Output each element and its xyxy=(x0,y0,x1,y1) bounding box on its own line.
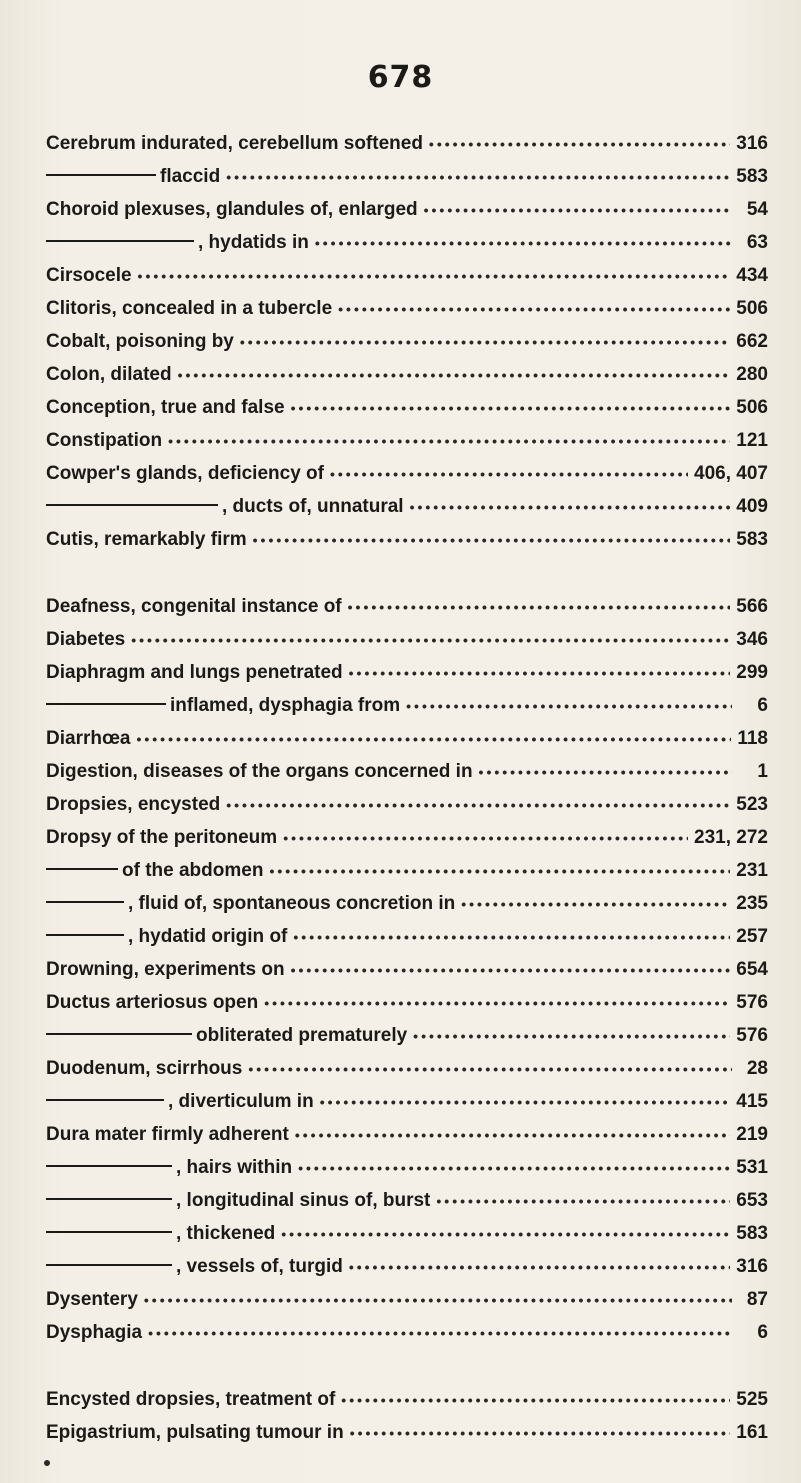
entry-heading xyxy=(46,364,172,386)
entry-heading xyxy=(46,199,418,221)
dot-leader xyxy=(349,665,731,681)
entry-heading xyxy=(46,1322,142,1344)
index-entry xyxy=(46,596,768,629)
index-entry xyxy=(46,1256,768,1289)
index-entry xyxy=(46,298,768,331)
index-entry xyxy=(46,1289,768,1322)
dot-leader xyxy=(291,962,731,978)
entry-text: Dysphagia xyxy=(46,1322,143,1343)
page-reference: 316 xyxy=(736,1256,768,1277)
index-entry xyxy=(46,629,768,662)
entry-heading xyxy=(46,959,285,981)
entry-text: Conception, true and false xyxy=(46,397,285,418)
entry-text: Drowning, experiments on xyxy=(46,959,285,980)
entry-heading xyxy=(46,1422,344,1444)
page-reference: 161 xyxy=(736,1422,768,1443)
entry-text: , vessels of, turgid xyxy=(176,1256,343,1277)
dot-leader xyxy=(148,1325,732,1341)
entry-heading xyxy=(46,728,130,750)
page-reference: 257 xyxy=(736,926,768,947)
page-reference: 506 xyxy=(736,298,768,319)
dot-leader xyxy=(413,1028,730,1044)
entry-text: , thickened xyxy=(176,1223,276,1244)
dot-leader xyxy=(341,1392,730,1408)
entry-heading xyxy=(46,1289,138,1311)
index-entry xyxy=(46,1025,768,1058)
index-entry xyxy=(46,761,768,794)
ditto-rule xyxy=(46,901,124,903)
index-entry xyxy=(46,496,768,529)
page-reference: 235 xyxy=(736,893,768,914)
entry-text: Dropsy of the peritoneum xyxy=(46,827,278,848)
dot-leader xyxy=(253,532,731,548)
index-entry xyxy=(46,695,768,728)
index-entry xyxy=(46,430,768,463)
dot-leader xyxy=(131,632,730,648)
entry-text: Choroid plexuses, glandules of, enlarged xyxy=(46,199,418,220)
subentry-heading xyxy=(46,166,220,188)
entry-heading xyxy=(46,761,473,783)
dot-leader xyxy=(240,334,730,350)
dot-leader xyxy=(291,400,731,416)
page-reference: 531 xyxy=(736,1157,768,1178)
index-entry xyxy=(46,199,768,232)
entry-text: , fluid of, spontaneous concretion in xyxy=(128,893,456,914)
dot-leader xyxy=(461,896,730,912)
entry-text: flaccid xyxy=(160,166,221,187)
page-reference: 87 xyxy=(746,1289,768,1310)
dot-leader xyxy=(429,136,730,152)
entry-text: Ductus arteriosus open xyxy=(46,992,259,1013)
entry-text: Constipation xyxy=(46,430,163,451)
entry-text: obliterated prematurely xyxy=(196,1025,408,1046)
entry-text: Cerebrum indurated, cerebellum softened xyxy=(46,133,423,154)
entry-heading xyxy=(46,794,220,816)
entry-heading xyxy=(46,463,324,485)
index-entry xyxy=(46,1389,768,1422)
index-entry xyxy=(46,827,768,860)
entry-heading xyxy=(46,827,277,849)
entry-heading xyxy=(46,662,343,684)
index-entry xyxy=(46,992,768,1025)
ditto-rule xyxy=(46,1165,172,1167)
page-reference: 6 xyxy=(757,695,768,716)
dot-leader xyxy=(350,1425,731,1441)
page-reference: 434 xyxy=(736,265,768,286)
dot-leader xyxy=(479,764,732,780)
page-reference: 566 xyxy=(736,596,768,617)
entry-heading xyxy=(46,265,132,287)
dot-leader xyxy=(178,367,731,383)
entry-text: , longitudinal sinus of, burst xyxy=(176,1190,431,1211)
entry-text: Diabetes xyxy=(46,629,126,650)
dot-leader xyxy=(136,731,731,747)
dot-leader xyxy=(264,995,730,1011)
page-reference: 406, 407 xyxy=(694,463,768,484)
page-reference: 576 xyxy=(736,992,768,1013)
subentry-heading xyxy=(46,926,287,948)
page-reference: 523 xyxy=(736,794,768,815)
index-entry xyxy=(46,926,768,959)
entry-text: , diverticulum in xyxy=(168,1091,314,1112)
page-reference: 54 xyxy=(746,199,768,220)
entry-text: inflamed, dysphagia from xyxy=(170,695,401,716)
ditto-rule xyxy=(46,1264,172,1266)
page-reference: 583 xyxy=(736,1223,768,1244)
ditto-rule xyxy=(46,1231,172,1233)
dot-leader xyxy=(315,235,732,251)
page-reference: 6 xyxy=(757,1322,768,1343)
page-reference: 280 xyxy=(736,364,768,385)
page-reference: 299 xyxy=(736,662,768,683)
dot-leader xyxy=(293,929,730,945)
subentry-heading xyxy=(46,893,455,915)
subentry-heading xyxy=(46,496,404,518)
ditto-rule xyxy=(46,240,194,242)
index-entry xyxy=(46,331,768,364)
index-entry xyxy=(46,133,768,166)
page-reference: 1 xyxy=(757,761,768,782)
page-reference: 653 xyxy=(736,1190,768,1211)
index-entry xyxy=(46,893,768,926)
entry-text: Diarrhœa xyxy=(46,728,131,749)
page-number: 678 xyxy=(367,60,434,95)
page-reference: 506 xyxy=(736,397,768,418)
entry-heading xyxy=(46,1389,335,1411)
index-entry xyxy=(46,397,768,430)
dot-leader xyxy=(424,202,732,218)
entry-text: Dysentery xyxy=(46,1289,138,1310)
index-list xyxy=(46,133,768,1455)
entry-text: Dura mater firmly adherent xyxy=(46,1124,289,1145)
dot-leader xyxy=(436,1193,730,1209)
dot-leader xyxy=(226,169,730,185)
entry-text: , ducts of, unnatural xyxy=(222,496,404,517)
page-reference: 316 xyxy=(736,133,768,154)
dot-leader xyxy=(410,499,731,515)
page-reference: 525 xyxy=(736,1389,768,1410)
index-entry xyxy=(46,463,768,496)
dot-leader xyxy=(320,1094,731,1110)
dot-leader xyxy=(295,1127,730,1143)
entry-heading xyxy=(46,298,332,320)
subentry-heading xyxy=(46,1157,292,1179)
index-entry xyxy=(46,860,768,893)
entry-heading xyxy=(46,1058,242,1080)
ditto-rule xyxy=(46,703,166,705)
index-entry xyxy=(46,1124,768,1157)
page-reference: 583 xyxy=(736,529,768,550)
ditto-rule xyxy=(46,174,156,176)
page-reference: 346 xyxy=(736,629,768,650)
entry-text: , hydatid origin of xyxy=(128,926,288,947)
page-reference: 121 xyxy=(736,430,768,451)
page-reference: 231, 272 xyxy=(694,827,768,848)
page-reference: 583 xyxy=(736,166,768,187)
entry-text: Epigastrium, pulsating tumour in xyxy=(46,1422,344,1443)
subentry-heading xyxy=(46,1223,275,1245)
dot-leader xyxy=(348,599,731,615)
section-gap xyxy=(46,562,768,596)
entry-heading xyxy=(46,331,234,353)
index-entry xyxy=(46,364,768,397)
entry-text: , hairs within xyxy=(176,1157,293,1178)
page-reference: 219 xyxy=(736,1124,768,1145)
index-entry xyxy=(46,794,768,827)
index-entry xyxy=(46,1322,768,1355)
index-entry xyxy=(46,232,768,265)
subentry-heading xyxy=(46,695,400,717)
subentry-heading xyxy=(46,1190,430,1212)
entry-heading xyxy=(46,629,125,651)
entry-text: , hydatids in xyxy=(198,232,309,253)
page-reference: 118 xyxy=(737,728,768,749)
dot-leader xyxy=(349,1259,730,1275)
subentry-heading xyxy=(46,1091,314,1113)
dot-leader xyxy=(138,268,731,284)
ditto-rule xyxy=(46,1099,164,1101)
entry-heading xyxy=(46,992,258,1014)
page-reference: 231 xyxy=(736,860,768,881)
entry-heading xyxy=(46,133,423,155)
dot-leader xyxy=(168,433,730,449)
subentry-heading xyxy=(46,232,309,254)
index-entry xyxy=(46,1190,768,1223)
entry-heading xyxy=(46,529,247,551)
ditto-rule xyxy=(46,934,124,936)
entry-text: of the abdomen xyxy=(122,860,264,881)
ditto-rule xyxy=(46,868,118,870)
index-entry xyxy=(46,728,768,761)
entry-text: Colon, dilated xyxy=(46,364,172,385)
ditto-rule xyxy=(46,1198,172,1200)
entry-text: Cowper's glands, deficiency of xyxy=(46,463,324,484)
index-entry xyxy=(46,265,768,298)
index-entry xyxy=(46,1091,768,1124)
entry-heading xyxy=(46,430,162,452)
entry-text: Cobalt, poisoning by xyxy=(46,331,234,352)
dot-leader xyxy=(248,1061,732,1077)
entry-heading xyxy=(46,1124,289,1146)
index-entry xyxy=(46,1223,768,1256)
entry-text: Deafness, congenital instance of xyxy=(46,596,342,617)
ink-spot xyxy=(44,1460,50,1466)
page-reference: 415 xyxy=(736,1091,768,1112)
index-entry xyxy=(46,959,768,992)
subentry-heading xyxy=(46,1025,407,1047)
index-entry xyxy=(46,1058,768,1091)
index-entry xyxy=(46,662,768,695)
page-reference: 63 xyxy=(746,232,768,253)
dot-leader xyxy=(338,301,730,317)
entry-text: Duodenum, scirrhous xyxy=(46,1058,243,1079)
entry-text: Cutis, remarkably firm xyxy=(46,529,247,550)
entry-text: Clitoris, concealed in a tubercle xyxy=(46,298,333,319)
index-entry xyxy=(46,1157,768,1190)
dot-leader xyxy=(144,1292,732,1308)
subentry-heading xyxy=(46,860,263,882)
dot-leader xyxy=(406,698,732,714)
entry-text: Encysted dropsies, treatment of xyxy=(46,1389,336,1410)
entry-heading xyxy=(46,397,285,419)
entry-text: Cirsocele xyxy=(46,265,132,286)
page-reference: 28 xyxy=(746,1058,768,1079)
ditto-rule xyxy=(46,504,218,506)
entry-text: Digestion, diseases of the organs concerned in xyxy=(46,761,473,782)
dot-leader xyxy=(226,797,730,813)
index-entry xyxy=(46,529,768,562)
entry-text: Dropsies, encysted xyxy=(46,794,221,815)
dot-leader xyxy=(269,863,730,879)
section-gap xyxy=(46,1355,768,1389)
index-entry xyxy=(46,166,768,199)
dot-leader xyxy=(298,1160,730,1176)
subentry-heading xyxy=(46,1256,343,1278)
index-entry xyxy=(46,1422,768,1455)
page-reference: 576 xyxy=(736,1025,768,1046)
page-reference: 662 xyxy=(736,331,768,352)
page-reference: 409 xyxy=(736,496,768,517)
ditto-rule xyxy=(46,1033,192,1035)
dot-leader xyxy=(281,1226,730,1242)
dot-leader xyxy=(283,830,688,846)
entry-heading xyxy=(46,596,342,618)
page-reference: 654 xyxy=(736,959,768,980)
dot-leader xyxy=(330,466,688,482)
entry-text: Diaphragm and lungs penetrated xyxy=(46,662,343,683)
